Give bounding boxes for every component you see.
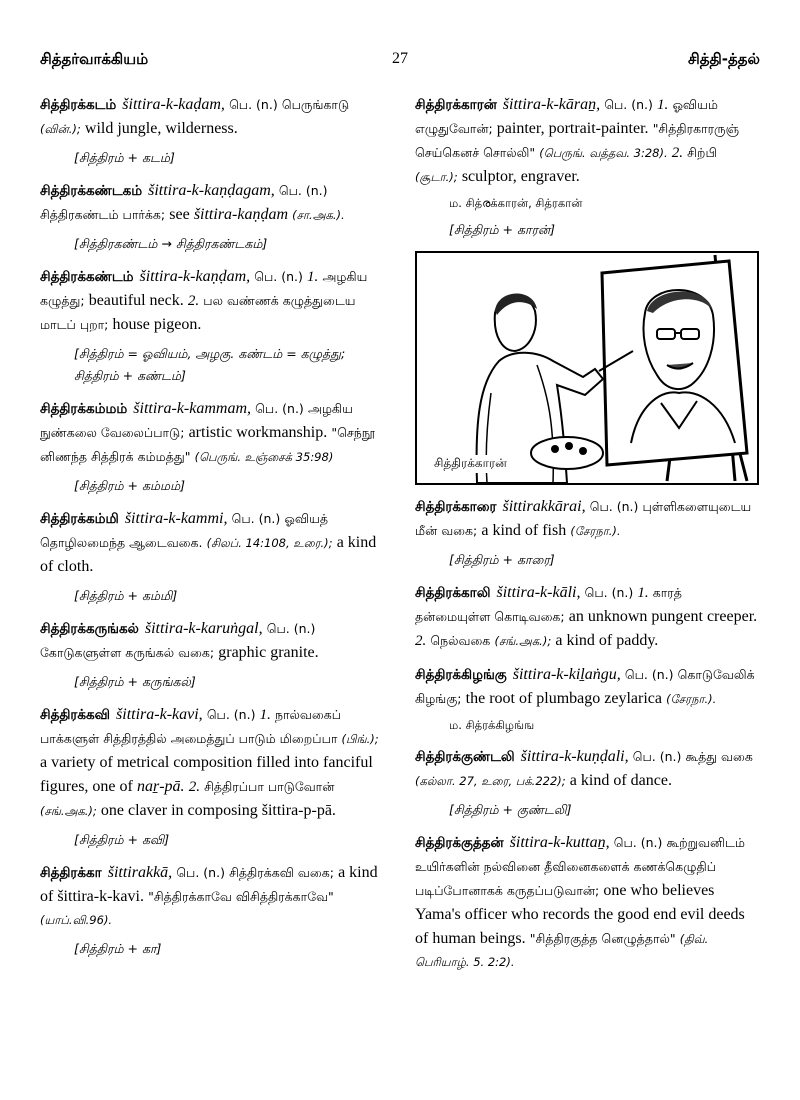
definition-tamil: பல வண்ணக் கழுத்துடைய மாடப் புறா; [40, 293, 356, 332]
sense-number: 1. [307, 269, 319, 285]
sense-number: 2. [415, 633, 427, 649]
dictionary-entry [40, 179, 388, 255]
definition-tamil: அழகிய நுண்கலை வேலைப்பாடு; [40, 401, 353, 440]
transliteration: šittira-k-kuṇḍali, [520, 748, 629, 765]
dictionary-entry [40, 861, 388, 960]
transliteration: šittira-k-kiḻaṅgu, [512, 666, 621, 683]
dictionary-entry [40, 617, 388, 693]
transliteration: šittira-k-kaṇḍagam, [148, 182, 275, 199]
dictionary-entry [40, 93, 388, 169]
definition-english: a kind of paddy. [555, 632, 659, 649]
definition-english: one who believes Yama's officer who records the good end evil deeds of human beings. [415, 882, 745, 947]
part-of-speech: பெ. (n.) [231, 511, 281, 526]
quotation: "சித்திரகுத்த னெழுத்தால்" [529, 931, 676, 946]
dictionary-entry [40, 507, 388, 607]
source-citation: (சூடா.); [415, 170, 458, 184]
headword: சித்திரக்கண்டகம் [40, 183, 143, 199]
definition-english: a kind of cloth. [40, 534, 377, 575]
etymology: [சித்திரம் + கவி] [74, 832, 170, 847]
definition-tamil: சிற்பி [687, 145, 717, 160]
part-of-speech: பெ. (n.) [589, 499, 639, 514]
definition-english: the root of plumbago zeylarica [465, 690, 663, 707]
cognates: ம. சித்രக்காரன், சித்ரகான் [449, 196, 583, 210]
source-citation: (சா.அக.). [292, 208, 345, 222]
transliteration: šittira-k-kuttaṉ, [509, 834, 610, 851]
headword: சித்திரக்குண்டலி [415, 749, 515, 765]
headword: சித்திரக்கிழங்கு [415, 667, 507, 683]
definition-tamil: சித்திரகண்டம் பார்க்க; [40, 207, 166, 222]
definition-english: beautiful neck. [88, 292, 184, 309]
page-number: 27 [392, 50, 408, 67]
transliteration: šittira-k-kammi, [124, 510, 228, 527]
headword: சித்திரக்காரன் [415, 97, 497, 113]
definition-tamil: பெருங்காடு [281, 97, 350, 112]
transliteration: šittira-k-karuṅgal, [144, 620, 263, 637]
definition-tamil: புள்ளிகளையுடைய மீன் வகை; [415, 499, 752, 538]
illustration-caption: சித்திரக்காரன் [431, 455, 510, 473]
source-citation: (சேரநா.). [666, 692, 717, 706]
part-of-speech: பெ. (n.) [229, 97, 278, 112]
part-of-speech: பெ. (n.) [254, 269, 303, 284]
part-of-speech: பெ. (n.) [206, 707, 256, 722]
etymology: [சித்திரம் = ஓவியம், அழகு. கண்டம் = கழுத்து; சித்திரம் + கண்டம்] [74, 346, 346, 383]
definition-english: a variety of metrical composition filled into fanciful figures, one of [40, 754, 373, 795]
cross-reference: šittira-kaṇḍam [193, 206, 289, 223]
transliteration: šittira-k-kāraṉ, [502, 96, 601, 113]
headword: சித்திரக்கா [40, 865, 102, 881]
headword: சித்திரக்காலி [415, 585, 491, 601]
definition-tamil: கூற்றுவனிடம் உயிர்களின் நல்வினை தீவினைகளைக் கணக்கெழுதிப் படிப்போனாகக் கருதப்படுவான்; [415, 835, 745, 898]
headword: சித்திரக்குத்தன் [415, 835, 504, 851]
part-of-speech: பெ. (n.) [624, 667, 674, 682]
dictionary-entry [40, 397, 388, 497]
definition-tamil: நெல்வகை [430, 633, 491, 648]
source-citation: (கல்லா. 27, உரை, பக்.222); [415, 774, 566, 788]
sense-number: 1. [259, 707, 271, 723]
source-citation: (திவ். பெரியாழ். 5. 2:2). [415, 932, 709, 969]
definition-tamil: கோடுகளுள்ள கருங்கல் வகை; [40, 645, 215, 660]
definition-tamil: சித்திரக்கவி வகை; [229, 865, 334, 880]
part-of-speech: பெ. (n.) [176, 865, 225, 880]
running-head-left: சித்தர்வாக்கியம் [40, 50, 149, 68]
definition-english: a kind of fish [481, 522, 567, 539]
source-citation: (சேரநா.). [570, 524, 621, 538]
source-citation: (யாப்.வி.96). [40, 913, 113, 927]
transliteration: šittirakkā, [107, 864, 173, 881]
quotation: "சித்திரகாரருஞ் செய்கெனச் சொல்லி" [415, 121, 740, 160]
etymology: [சித்திரம் + கம்மி] [74, 588, 178, 603]
part-of-speech: பெ. (n.) [632, 749, 682, 764]
headword: சித்திரக்கவி [40, 707, 111, 723]
transliteration: šittira-k-kaṇḍam, [139, 268, 251, 285]
definition-english: a kind of dance. [569, 772, 672, 789]
source-citation: (பெருங். வத்தவ. 3:28). [539, 146, 668, 160]
transliteration: šittira-k-kammam, [133, 400, 252, 417]
definition-english: wild jungle, wilderness. [84, 120, 238, 137]
headword: சித்திரக்கடம் [40, 97, 117, 113]
quotation: "சித்திரக்காவே விசித்திரக்காவே" [148, 889, 334, 904]
etymology: [சித்திரகண்டம் → சித்திரகண்டகம்] [74, 236, 268, 251]
dictionary-entry [415, 93, 760, 241]
sense-number: 2. [671, 145, 683, 161]
running-head-right: சித்தி-த்தல் [687, 50, 760, 68]
dictionary-entry [40, 265, 388, 387]
source-citation: (சங்.அக.); [494, 634, 552, 648]
transliteration: šittira-k-kāli, [496, 584, 581, 601]
right-column [415, 93, 760, 984]
page-header [40, 50, 760, 74]
definition-english: painter, portrait-painter. [496, 120, 649, 137]
etymology: [சித்திரம் + கடம்] [74, 150, 175, 165]
sense-number: 1. [657, 97, 669, 113]
see-label: see [169, 206, 190, 223]
etymology: [சித்திரம் + கருங்கல்] [74, 674, 196, 689]
source-citation: (சங்.அக.); [40, 804, 97, 818]
sense-number: 2. [188, 779, 200, 795]
definition-tamil: நால்வகைப் பாக்களுள் சித்திரத்தில் அமைத்துப் பாடும் மிறைப்பா [40, 707, 341, 746]
part-of-speech: பெ. (n.) [278, 183, 328, 198]
quotation: "செந்நூ னிணந்த சித்திரக் கம்மத்து" [40, 425, 375, 464]
cross-reference: naṟ-pā. [137, 778, 185, 795]
definition-english: one claver in composing šittira-p-pā. [100, 802, 336, 819]
dictionary-entry [415, 581, 760, 653]
headword: சித்திரக்கண்டம் [40, 269, 134, 285]
etymology: [சித்திரம் + கம்மம்] [74, 478, 186, 493]
part-of-speech: பெ. (n.) [604, 97, 653, 112]
part-of-speech: பெ. (n.) [613, 835, 663, 850]
part-of-speech: பெ. (n.) [266, 621, 316, 636]
headword: சித்திரக்கம்மம் [40, 401, 128, 417]
dictionary-entry [415, 495, 760, 571]
definition-tamil: காரத் தன்மையுள்ள கொடிவகை; [415, 585, 682, 624]
source-citation: (சிலப். 14:108, உரை.); [206, 536, 333, 550]
definition-english: house pigeon. [112, 316, 202, 333]
definition-tamil: சித்திரப்பா பாடுவோன் [204, 779, 335, 794]
headword: சித்திரக்காரை [415, 499, 497, 515]
transliteration: šittirakkārai, [502, 498, 586, 515]
source-citation: (பிங்.); [341, 732, 379, 746]
definition-tamil: கொடுவேலிக் கிழங்கு; [415, 667, 755, 706]
definition-tamil: கூத்து வகை [685, 749, 753, 764]
definition-tamil: ஓவியத் தொழிலமைந்த ஆடைவகை. [40, 511, 328, 550]
cognates: ம. சித்ரக்கிழங்ங [449, 718, 535, 732]
etymology: [சித்திரம் + காரை] [449, 552, 555, 567]
headword: சித்திரக்கம்மி [40, 511, 119, 527]
dictionary-entry [415, 663, 760, 735]
part-of-speech: பெ. (n.) [584, 585, 634, 600]
source-citation: (வின்.); [40, 122, 81, 136]
headword: சித்திரக்கருங்கல் [40, 621, 139, 637]
sense-number: 2. [187, 293, 200, 309]
definition-english: graphic granite. [218, 644, 319, 661]
transliteration: šittira-k-kaḍam, [122, 96, 225, 113]
illustration-artist-painting [415, 251, 759, 485]
left-column [40, 93, 388, 970]
etymology: [சித்திரம் + குண்டலி] [449, 802, 572, 817]
definition-english: an unknown pungent creeper. [568, 608, 758, 625]
definition-english: a kind of šittira-k-kavi. [40, 864, 378, 905]
etymology: [சித்திரம் + காரன்] [449, 222, 555, 237]
definition-tamil: ஓவியம் எழுதுவோன்; [415, 97, 718, 136]
transliteration: šittira-k-kavi, [116, 706, 203, 723]
dictionary-entry [40, 703, 388, 851]
definition-english: artistic workmanship. [188, 424, 328, 441]
dictionary-entry [415, 831, 760, 974]
sense-number: 1. [637, 585, 649, 601]
definition-tamil: அழகிய கழுத்து; [40, 269, 368, 308]
definition-english: sculptor, engraver. [461, 168, 580, 185]
part-of-speech: பெ. (n.) [255, 401, 304, 416]
etymology: [சித்திரம் + கா] [74, 941, 162, 956]
artist-illustration [417, 253, 757, 483]
source-citation: (பெருங். உஞ்சைக் 35:98) [194, 450, 334, 464]
dictionary-entry [415, 745, 760, 821]
